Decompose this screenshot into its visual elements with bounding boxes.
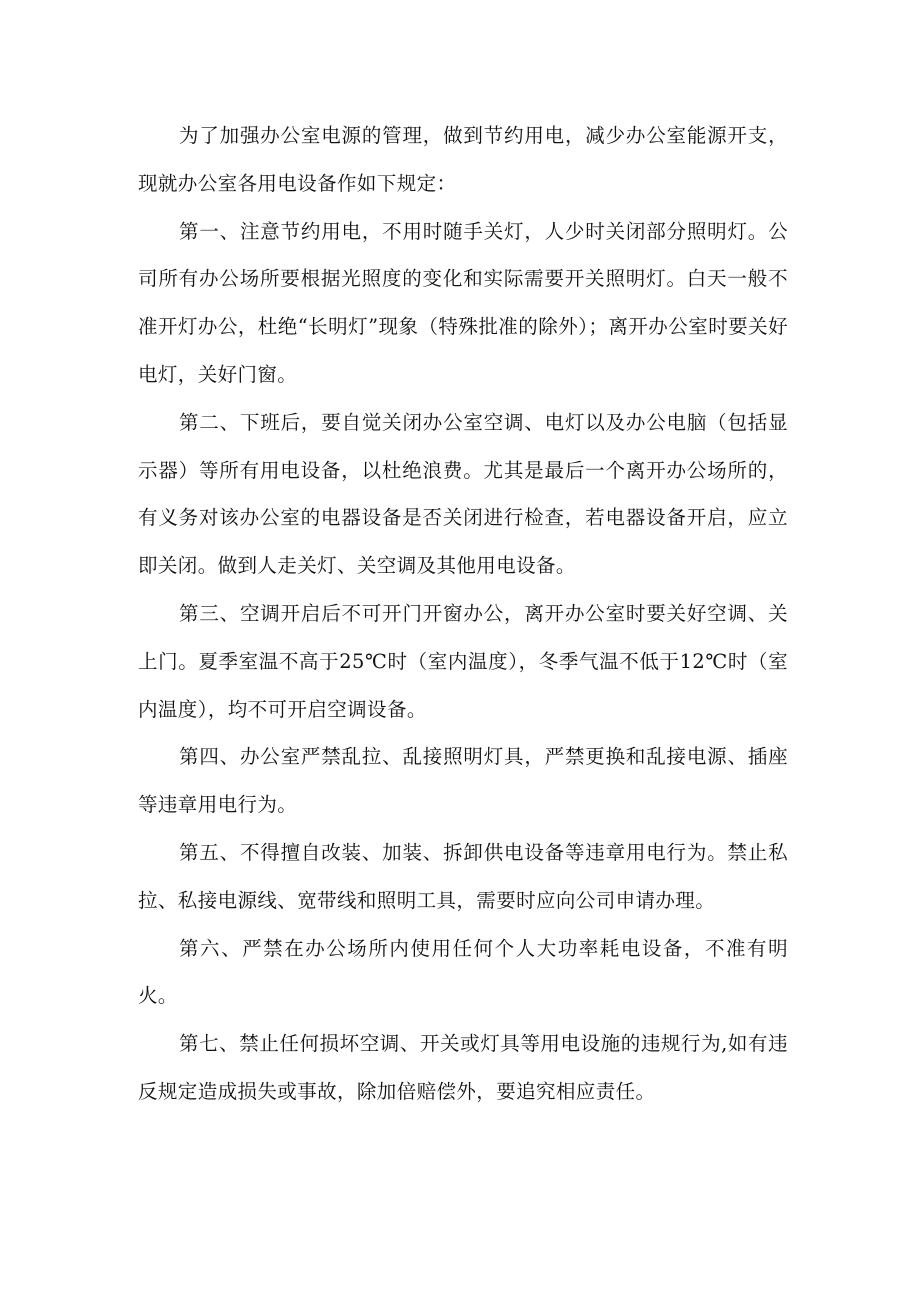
document-body [138, 112, 788, 1116]
paragraph-rule-3: 第三、空调开启后不可开门开窗办公，离开办公室时要关好空调、关上门。夏季室温不高于25℃时（室内温度），冬季气温不低于12℃时（室内温度），均不可开启空调设备。 [138, 601, 788, 721]
paragraph-rule-4: 第四、办公室严禁乱拉、乱接照明灯具，严禁更换和乱接电源、插座等违章用电行为。 [138, 745, 788, 817]
paragraph-rule-1: 第一、注意节约用电，不用时随手关灯，人少时关闭部分照明灯。公司所有办公场所要根据光照度的变化和实际需要开关照明灯。白天一般不准开灯办公，杜绝“长明灯”现象（特殊批准的除外）；离开办公室时要关好电灯，关好门窗。 [138, 219, 788, 386]
paragraph-rule-5: 第五、不得擅自改装、加装、拆卸供电设备等违章用电行为。禁止私拉、私接电源线、宽带线和照明工具，需要时应向公司申请办理。 [138, 840, 788, 912]
paragraph-rule-7: 第七、禁止任何损坏空调、开关或灯具等用电设施的违规行为,如有违反规定造成损失或事故，除加倍赔偿外，要追究相应责任。 [138, 1032, 788, 1103]
paragraph-rule-6: 第六、严禁在办公场所内使用任何个人大功率耗电设备，不准有明火。 [138, 936, 788, 1008]
paragraph-rule-2: 第二、下班后，要自觉关闭办公室空调、电灯以及办公电脑（包括显示器）等所有用电设备，以杜绝浪费。尤其是最后一个离开办公场所的，有义务对该办公室的电器设备是否关闭进行检查，若电器设备开启，应立即关闭。做到人走关灯、关空调及其他用电设备。 [138, 410, 788, 578]
paragraph-intro: 为了加强办公室电源的管理，做到节约用电，减少办公室能源开支，现就办公室各用电设备作如下规定： [138, 124, 788, 195]
